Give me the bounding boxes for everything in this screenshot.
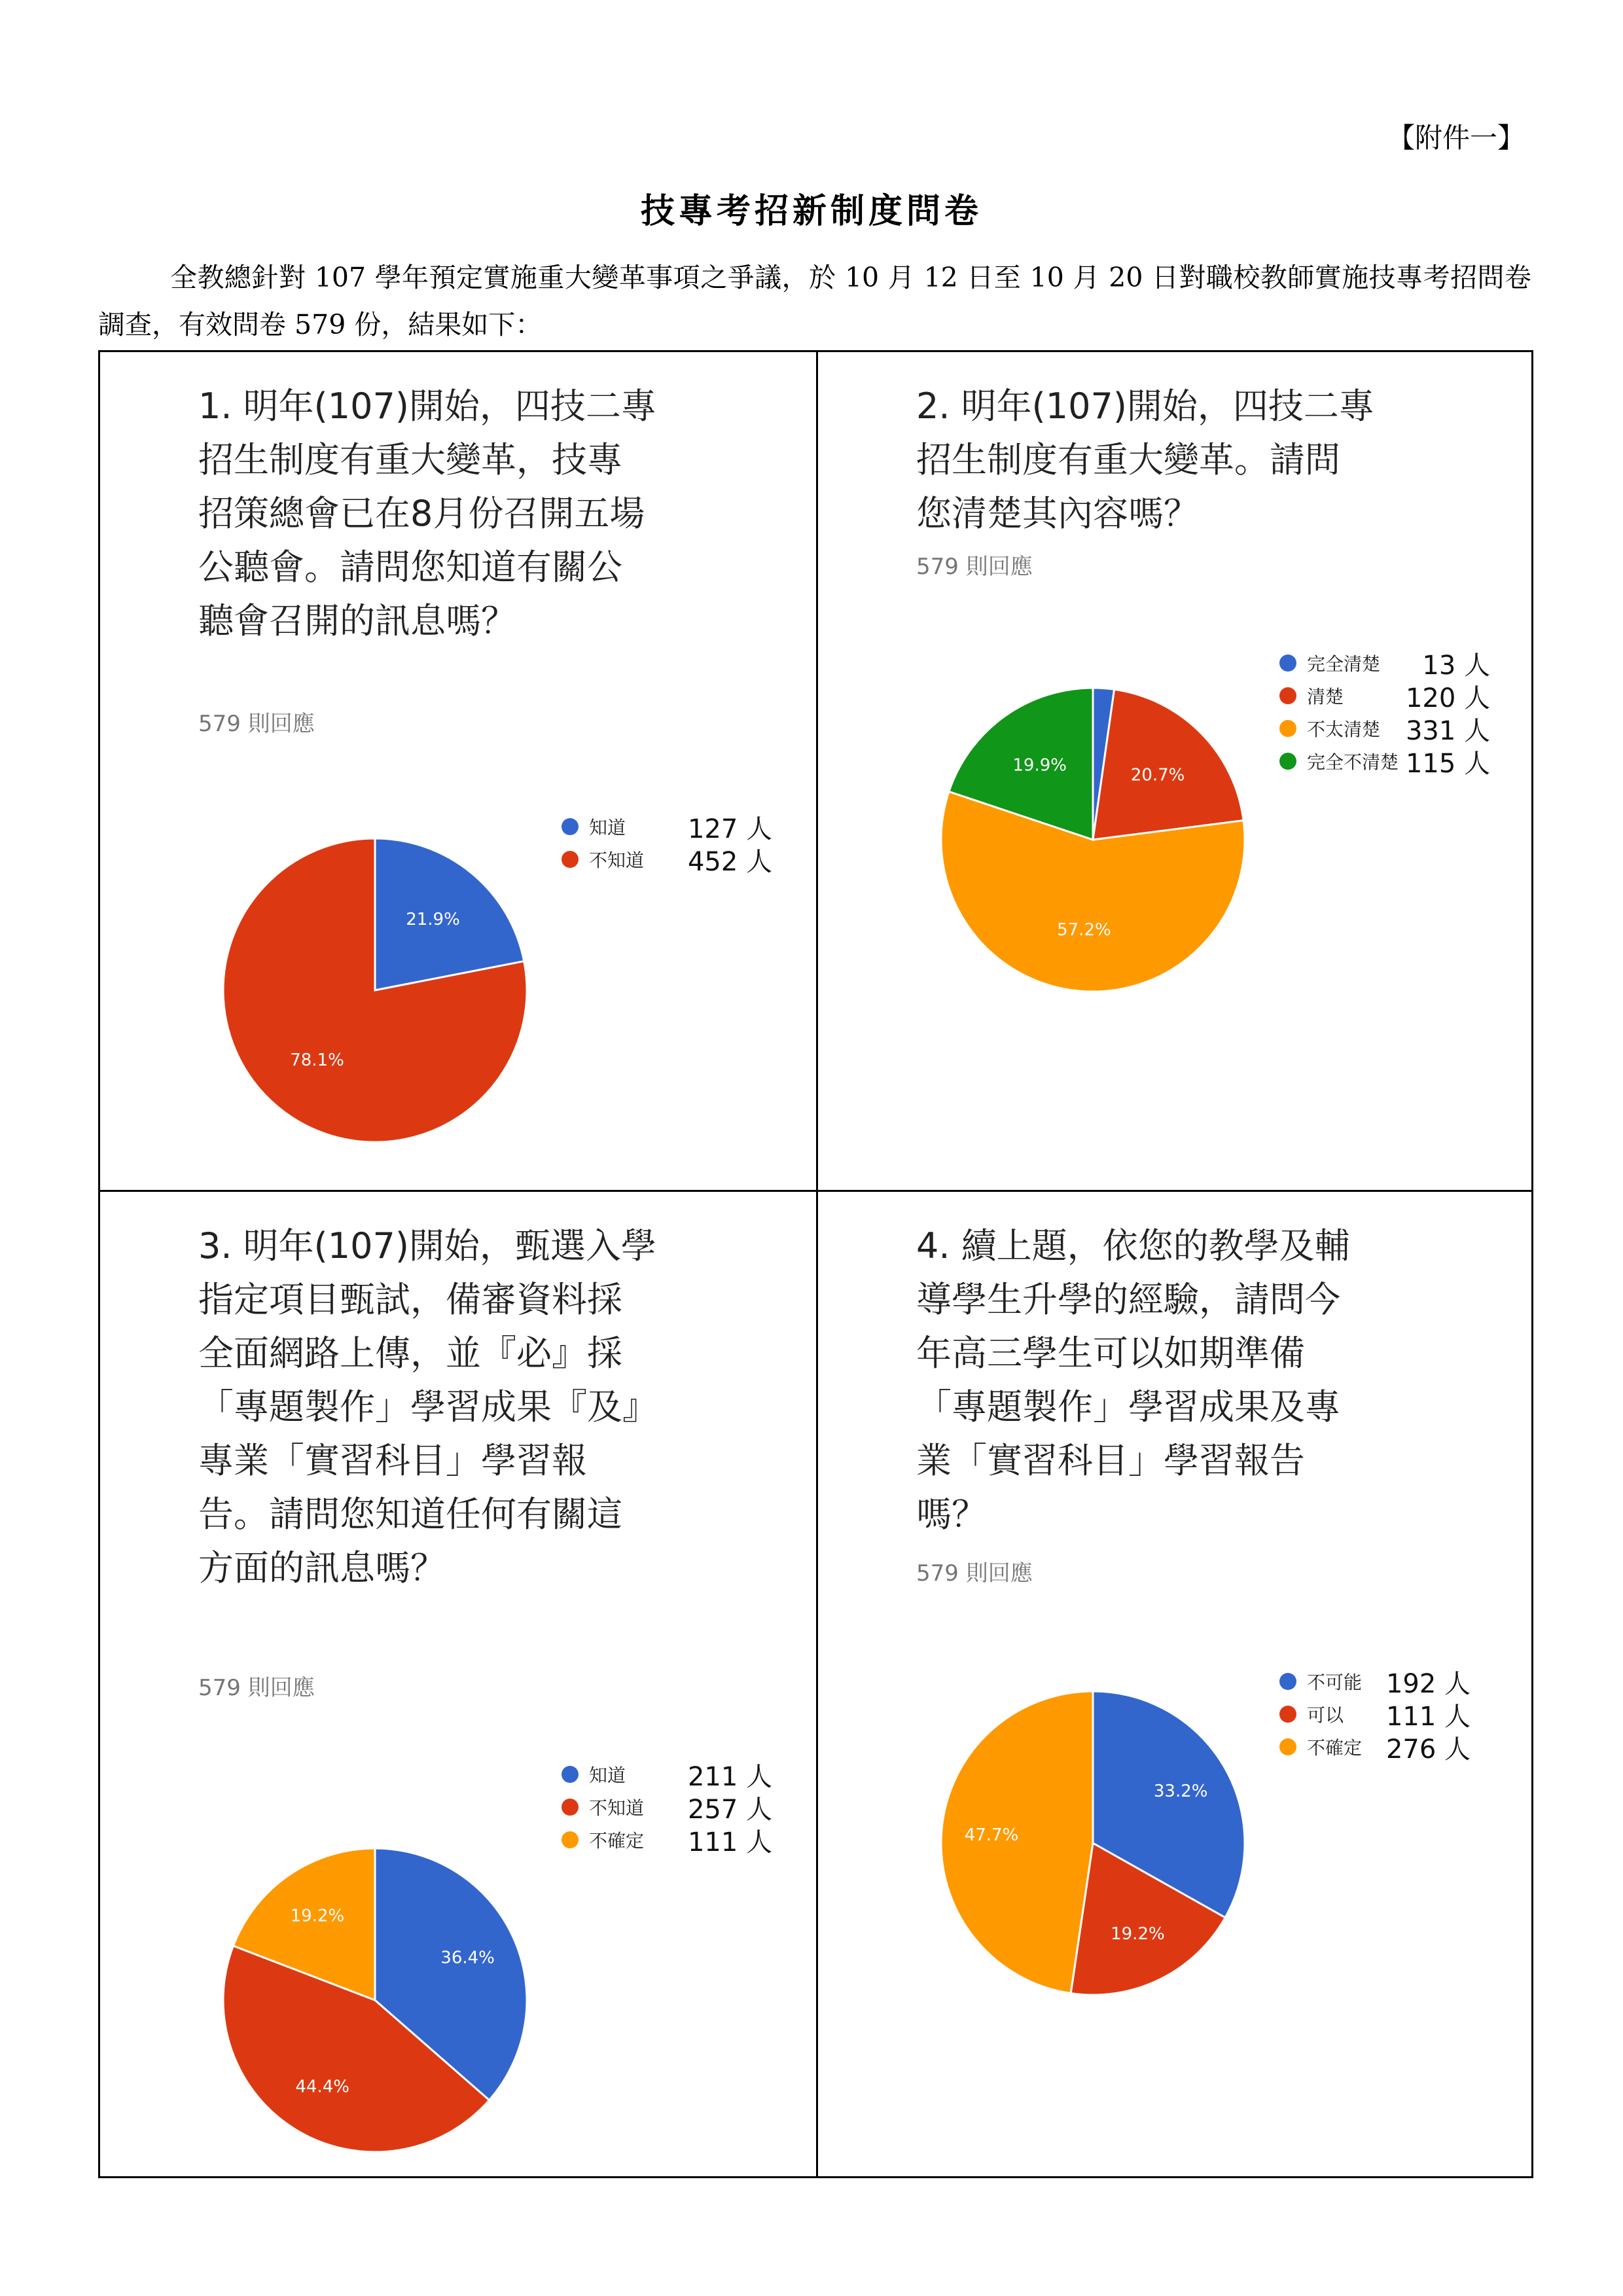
legend-label: 知道: [589, 817, 626, 838]
document-title: 技專考招新制度問卷: [640, 191, 982, 231]
legend-swatch: [1279, 753, 1296, 770]
legend-swatch: [562, 818, 579, 835]
legend-label: 不確定: [589, 1830, 645, 1852]
legend-swatch: [1279, 720, 1296, 737]
intro-paragraph: 全教總針對 107 學年預定實施重大變革事項之爭議，於 10 月 12 日至 10 月 20 日對職校教師實施技專考招問卷調查，有效問卷 579 份，結果如下：: [98, 262, 1531, 340]
pie-chart: [221, 1846, 529, 2154]
question-text: 1. 明年(107)開始，四技二專招生制度有重大變革，技專招策總會已在8月份召開五場公聽會。請問您知道有關公聽會召開的訊息嗎？: [198, 386, 656, 641]
legend-swatch: [1279, 1673, 1296, 1690]
legend-label: 不太清楚: [1307, 719, 1381, 740]
legend-item: [562, 810, 772, 843]
pie-slice-label: 19.9%: [1012, 755, 1067, 776]
question-cell-2: [818, 352, 1533, 1190]
legend-item: [1279, 1665, 1471, 1698]
legend-item: [1279, 745, 1490, 778]
attachment-label: 【附件一】: [1387, 122, 1525, 154]
legend-count: 211 人: [687, 1761, 772, 1792]
question-cell-4: [818, 1192, 1533, 2177]
legend-label: 不知道: [589, 850, 645, 871]
legend-item: [1279, 679, 1490, 712]
legend-label: 不知道: [589, 1797, 645, 1819]
pie-slice: [1093, 689, 1243, 840]
response-count: 579 則回應: [916, 554, 1033, 580]
legend-swatch: [1279, 1706, 1296, 1723]
response-count: 579 則回應: [916, 1560, 1033, 1587]
legend-swatch: [1279, 655, 1296, 672]
pie-slice-label: 57.2%: [1057, 920, 1111, 940]
legend-count: 111 人: [1385, 1701, 1471, 1732]
legend-label: 清楚: [1307, 686, 1344, 708]
legend-item: [562, 843, 772, 876]
legend-item: [1279, 647, 1490, 679]
question-cell-3: [100, 1192, 815, 2177]
question-cell-1: [100, 352, 815, 1190]
pie-chart: [939, 686, 1247, 994]
legend-item: [1279, 1731, 1471, 1763]
legend-count: 192 人: [1385, 1668, 1471, 1699]
chart-legend: [562, 810, 772, 876]
legend-swatch: [562, 1799, 579, 1816]
pie-slice-label: 21.9%: [406, 910, 460, 930]
legend-label: 不可能: [1307, 1672, 1363, 1693]
legend-label: 完全不清楚: [1307, 751, 1399, 773]
pie-chart: [221, 836, 529, 1144]
pie-slice-label: 19.2%: [290, 1906, 345, 1926]
pie-slice-label: 78.1%: [290, 1050, 344, 1070]
legend-label: 完全清楚: [1307, 653, 1381, 675]
legend-count: 257 人: [687, 1794, 772, 1825]
pie-chart: [939, 1689, 1247, 1997]
legend-item: [562, 1758, 772, 1791]
response-count: 579 則回應: [198, 711, 315, 737]
legend-swatch: [562, 1831, 579, 1848]
pie-slice-label: 47.7%: [964, 1825, 1019, 1846]
legend-item: [1279, 1698, 1471, 1731]
legend-item: [562, 1823, 772, 1856]
legend-count: 111 人: [687, 1827, 772, 1857]
pie-slice-label: 33.2%: [1153, 1782, 1208, 1802]
pie-slice-label: 20.7%: [1130, 765, 1185, 785]
legend-count: 276 人: [1385, 1734, 1471, 1765]
survey-results-table: [98, 350, 1533, 2178]
question-text: 3. 明年(107)開始，甄選入學指定項目甄試，備審資料採全面網路上傳，並『必』採「專題製作」學習成果『及』專業「實習科目」學習報告。請問您知道任何有關這方面的訊息嗎？: [198, 1225, 656, 1588]
response-count: 579 則回應: [198, 1675, 315, 1701]
legend-count: 452 人: [687, 846, 772, 877]
legend-label: 不確定: [1307, 1737, 1363, 1759]
chart-legend: [562, 1758, 772, 1856]
legend-count: 127 人: [687, 814, 772, 844]
chart-legend: [1279, 647, 1490, 778]
legend-count: 13 人: [1422, 650, 1490, 681]
legend-item: [562, 1791, 772, 1823]
legend-label: 可以: [1307, 1704, 1344, 1726]
legend-item: [1279, 712, 1490, 745]
legend-swatch: [562, 851, 579, 868]
legend-swatch: [562, 1766, 579, 1783]
legend-count: 120 人: [1405, 683, 1490, 713]
pie-slice-label: 19.2%: [1111, 1924, 1165, 1945]
pie-slice-label: 36.4%: [440, 1948, 495, 1968]
question-text: 4. 續上題，依您的教學及輔導學生升學的經驗，請問今年高三學生可以如期準備「專題製作」學習成果及專業「實習科目」學習報告嗎？: [916, 1225, 1350, 1535]
pie-slice-label: 44.4%: [295, 2077, 350, 2097]
chart-legend: [1279, 1665, 1471, 1763]
question-text: 2. 明年(107)開始，四技二專招生制度有重大變革。請問您清楚其內容嗎？: [916, 386, 1374, 534]
legend-label: 知道: [589, 1765, 626, 1786]
legend-count: 331 人: [1405, 715, 1490, 746]
legend-swatch: [1279, 1738, 1296, 1755]
legend-swatch: [1279, 687, 1296, 704]
legend-count: 115 人: [1405, 748, 1490, 779]
